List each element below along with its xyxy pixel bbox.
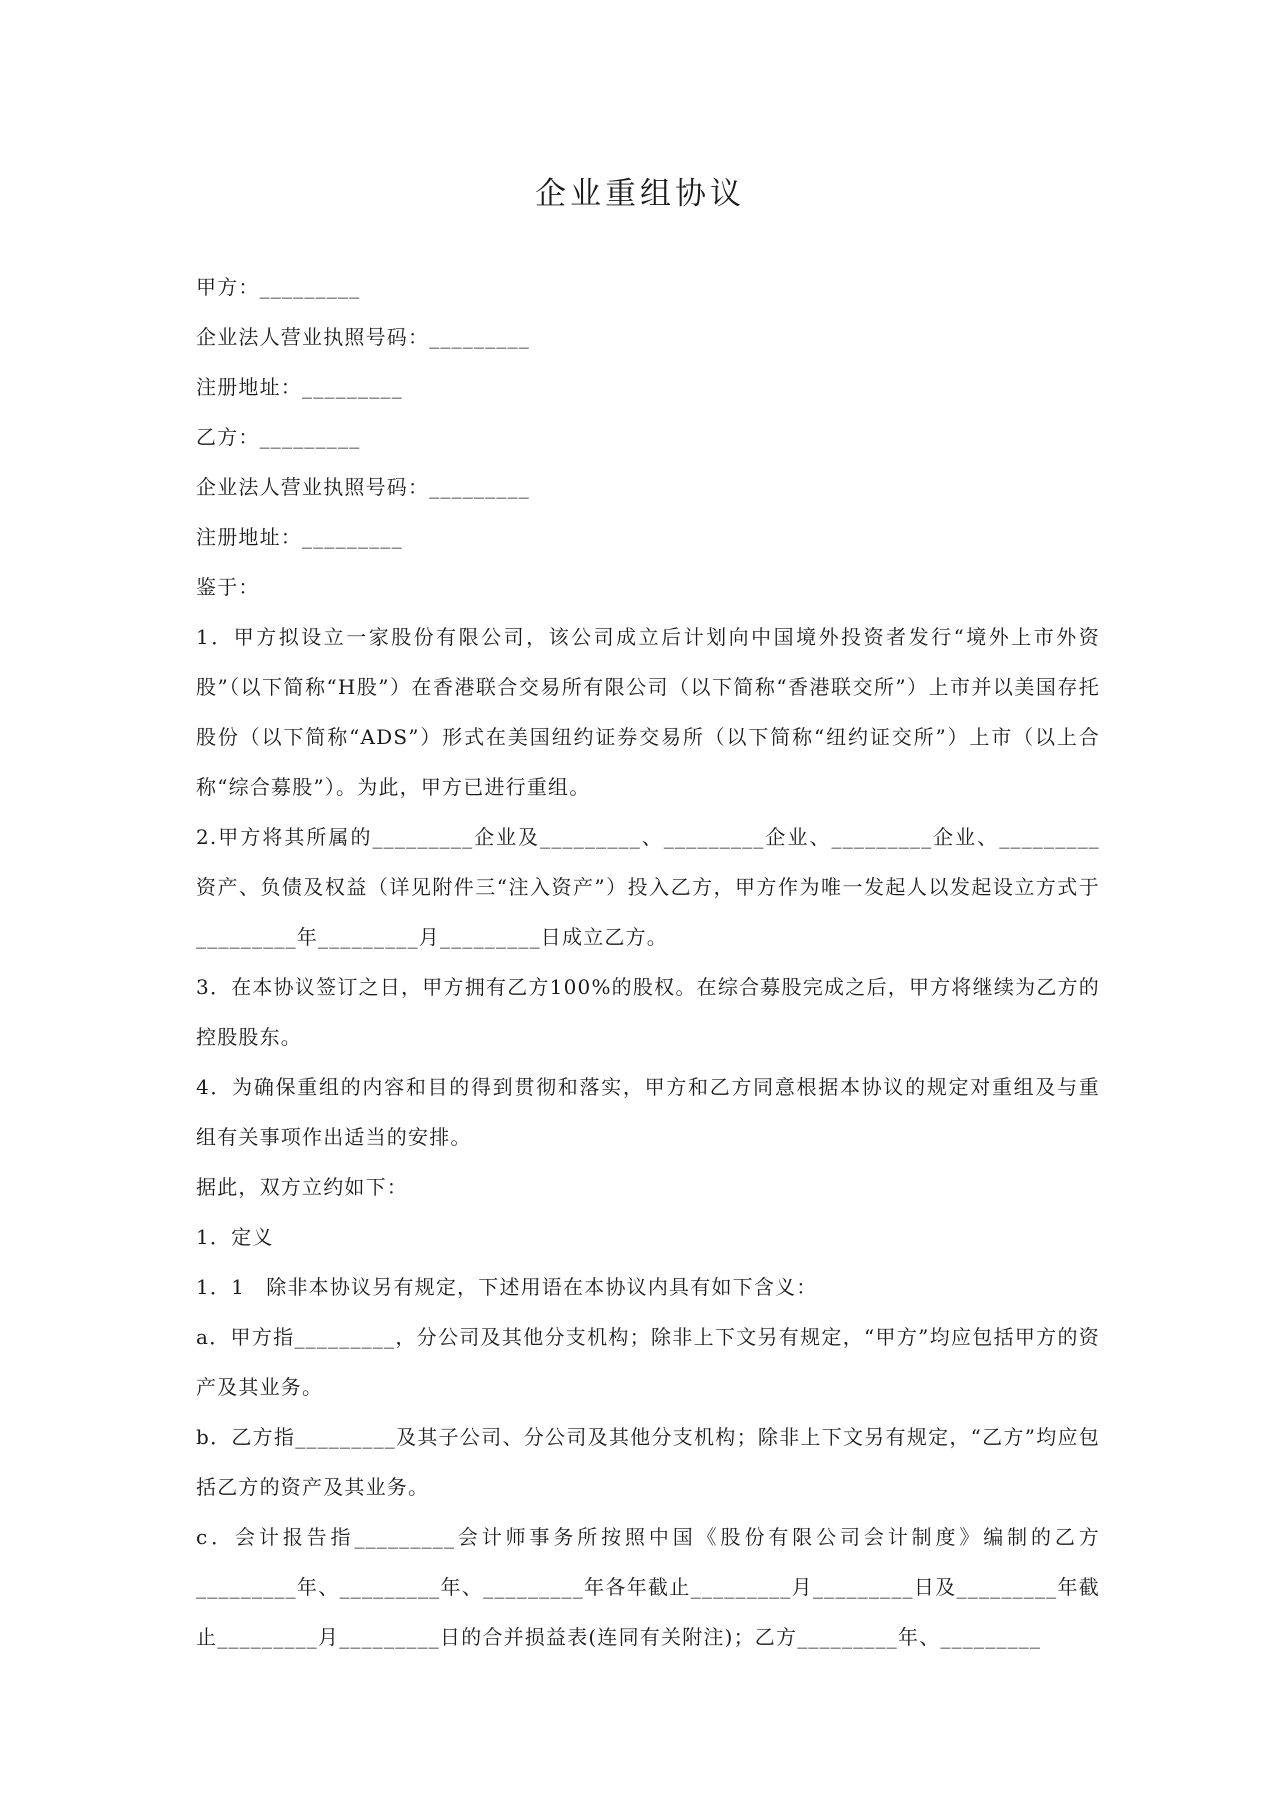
- clause-1-1: 1．1 除非本协议另有规定，下述用语在本协议内具有如下含义：: [196, 1275, 818, 1299]
- party-b-line: 乙方：_________: [196, 425, 361, 449]
- party-a-license-line: 企业法人营业执照号码：_________: [196, 325, 530, 349]
- definition-a: a．甲方指_________，分公司及其他分支机构；除非上下文另有规定，“甲方”均应包括甲方的资产及其业务。: [196, 1325, 1100, 1399]
- recital-3: 3．在本协议签订之日，甲方拥有乙方100%的股权。在综合募股完成之后，甲方将继续为乙方的控股股东。: [196, 975, 1100, 1049]
- whereas-heading: 鉴于：: [196, 575, 260, 599]
- document-body: [196, 262, 1100, 1662]
- party-b-license-line: 企业法人营业执照号码：_________: [196, 475, 530, 499]
- recital-1: 1．甲方拟设立一家股份有限公司，该公司成立后计划向中国境外投资者发行“境外上市外资股”（以下简称“H股”）在香港联合交易所有限公司（以下简称“香港联交所”）上市并以美国存托股份（以下简称“ADS”）形式在美国纽约证券交易所（以下简称“纽约证交所”）上市（以上合称“综合募股”）。为此，甲方已进行重组。: [196, 625, 1100, 799]
- document-title: 企业重组协议: [535, 176, 745, 212]
- agreement-intro: 据此，双方立约如下：: [196, 1175, 408, 1199]
- party-a-address-line: 注册地址：_________: [196, 375, 403, 399]
- definition-c: c．会计报告指_________会计师事务所按照中国《股份有限公司会计制度》编制的乙方_________年、_________年、_________年各年截止_________月_________日及_________年截止_________月_________日的合并损益表(连同有关附注)；乙方_________年、_________: [196, 1525, 1100, 1649]
- section-1-heading: 1．定义: [196, 1225, 274, 1249]
- recital-2: 2.甲方将其所属的_________企业及_________、_________企业、_________企业、_________资产、负债及权益（详见附件三“注入资产”）投入乙方，甲方作为唯一发起人以发起设立方式于_________年_________月_________日成立乙方。: [196, 825, 1100, 949]
- party-a-line: 甲方：_________: [196, 275, 361, 299]
- recital-4: 4．为确保重组的内容和目的得到贯彻和落实，甲方和乙方同意根据本协议的规定对重组及与重组有关事项作出适当的安排。: [196, 1075, 1100, 1149]
- party-b-address-line: 注册地址：_________: [196, 525, 403, 549]
- definition-b: b．乙方指_________及其子公司、分公司及其他分支机构；除非上下文另有规定，“乙方”均应包括乙方的资产及其业务。: [196, 1425, 1100, 1499]
